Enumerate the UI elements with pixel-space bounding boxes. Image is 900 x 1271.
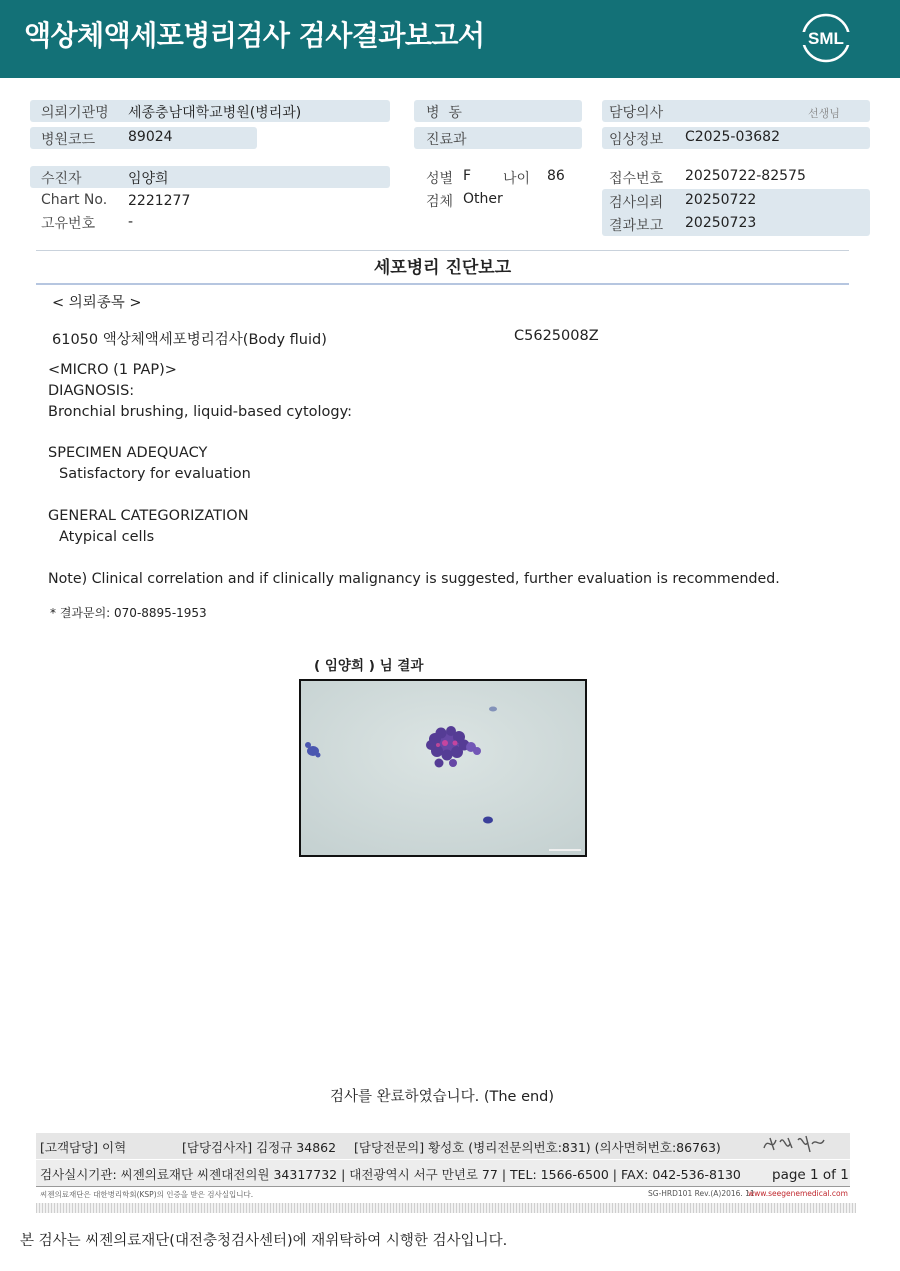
footer-website: www.seegenemedical.com [748, 1189, 848, 1198]
section-divider-top [36, 250, 849, 251]
contact-line: * 결과문의: 070-8895-1953 [50, 606, 207, 620]
adequacy-label: SPECIMEN ADEQUACY [48, 445, 208, 461]
patient-label: 수진자 [41, 171, 82, 187]
requesting-org-value: 세종충남대학교병원(병리과) [128, 105, 302, 121]
doctor-signature [760, 1130, 830, 1156]
age-value: 86 [547, 168, 565, 184]
sex-label: 성별 [426, 171, 454, 187]
receipt-no-value: 20250722-82575 [685, 168, 806, 184]
hospital-code-value: 89024 [128, 129, 173, 145]
category-label: GENERAL CATEGORIZATION [48, 508, 249, 524]
clinical-info-value: C2025-03682 [685, 129, 780, 145]
diagnosis-value: Bronchial brushing, liquid-based cytology: [48, 404, 353, 420]
dept-label: 진료과 [426, 132, 467, 148]
footer-stripe [36, 1203, 856, 1213]
footer-institution: 검사실시기관: 씨젠의료재단 씨젠대전의원 34317732 | 대전광역시 서구 만년로 77 | TEL: 1566-6500 | FAX: 042-536-8130 [40, 1167, 741, 1182]
end-text: 검사를 완료하였습니다. (The end) [329, 1089, 555, 1105]
order-heading: < 의뢰종목 > [52, 295, 142, 311]
footer-divider [36, 1186, 850, 1187]
unique-no-value: - [128, 214, 134, 230]
image-caption: ( 임양희 ) 님 결과 [314, 658, 424, 674]
chart-no-value: 2221277 [128, 193, 191, 209]
footer-form-code: SG-HRD101 Rev.(A)2016. 11 [648, 1189, 755, 1198]
order-code: C5625008Z [514, 328, 599, 344]
patient-value: 임양희 [128, 171, 169, 187]
ward-label: 병 동 [426, 105, 462, 121]
receipt-no-label: 접수번호 [609, 171, 664, 187]
doctor-suffix: 선생님 [808, 107, 840, 120]
footer-page: page 1 of 1 [772, 1167, 849, 1183]
logo-text: SML [808, 29, 844, 48]
specimen-label: 검체 [426, 194, 454, 210]
chart-no-label: Chart No. [41, 192, 108, 208]
requesting-org-label: 의뢰기관명 [41, 105, 109, 121]
category-value: Atypical cells [59, 529, 155, 545]
order-item: 61050 액상체액세포병리검사(Body fluid) [52, 332, 327, 348]
specimen-value: Other [463, 191, 503, 207]
footer-ksp-note: 씨젠의료재단은 대한병리학회(KSP)의 인증을 받은 검사실입니다. [40, 1190, 254, 1199]
report-date-value: 20250723 [685, 215, 757, 231]
footer-specialist: [담당전문의] 황성호 (병리전문의번호:831) (의사면허번호:86763) [354, 1140, 721, 1155]
report-date-label: 결과보고 [609, 218, 664, 234]
age-label: 나이 [503, 171, 531, 187]
request-date-value: 20250722 [685, 192, 757, 208]
footer-technician: [담당검사자] 김정규 34862 [182, 1140, 337, 1155]
sex-value: F [463, 168, 472, 184]
cytology-image [299, 679, 587, 857]
report-title: 액상체액세포병리검사 검사결과보고서 [24, 19, 485, 52]
doctor-label: 담당의사 [609, 105, 664, 121]
hospital-code-label: 병원코드 [41, 132, 96, 148]
footer-customer: [고객담당] 이혁 [40, 1140, 127, 1155]
section-title: 세포병리 진단보고 [373, 258, 512, 278]
clinical-info-label: 임상정보 [609, 132, 664, 148]
cytology-micrograph [301, 681, 585, 855]
adequacy-value: Satisfactory for evaluation [59, 466, 251, 482]
patient-box [30, 166, 390, 188]
section-divider-bottom [36, 283, 849, 285]
clinical-note: Note) Clinical correlation and if clinically malignancy is suggested, further evaluation is recommended. [48, 571, 780, 587]
bottom-note: 본 검사는 씨젠의료재단(대전충청검사센터)에 재위탁하여 시행한 검사입니다. [20, 1233, 508, 1249]
micro-label: <MICRO (1 PAP)> [48, 362, 177, 378]
sml-logo [800, 12, 852, 64]
request-date-label: 검사의뢰 [609, 195, 664, 211]
diagnosis-label: DIAGNOSIS: [48, 383, 135, 399]
unique-no-label: 고유번호 [41, 216, 96, 232]
